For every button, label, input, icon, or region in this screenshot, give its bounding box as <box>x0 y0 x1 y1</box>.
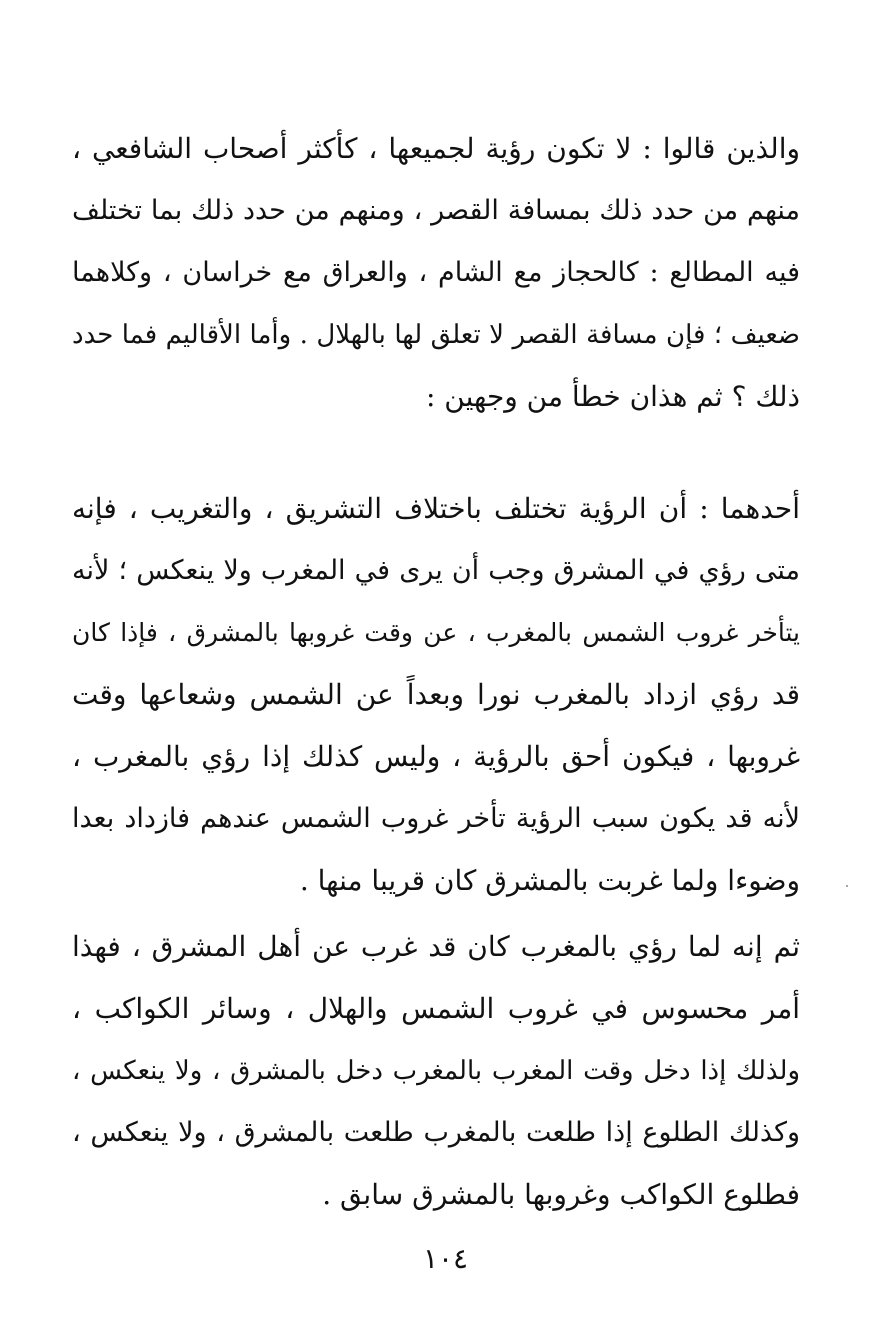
text-line: قد رؤي ازداد بالمغرب نورا وبعداً عن الشمس وشعاعها وقت <box>72 678 800 711</box>
page-number: ١٠٤ <box>422 1242 469 1275</box>
paragraph-1 <box>72 118 800 428</box>
text-line: ضعيف ؛ فإن مسافة القصر لا تعلق لها بالهلال . وأما الأقاليم فما حدد <box>72 320 800 350</box>
paragraph-3 <box>72 916 800 1226</box>
text-line: يتأخر غروب الشمس بالمغرب ، عن وقت غروبها بالمشرق ، فإذا كان <box>72 618 800 647</box>
text-line: لأنه قد يكون سبب الرؤية تأخر غروب الشمس عندهم فازداد بعدا <box>72 803 800 834</box>
text-line: فطلوع الكواكب وغروبها بالمشرق سابق . <box>322 1178 800 1211</box>
paragraph-2 <box>72 478 800 912</box>
text-line: وكذلك الطلوع إذا طلعت بالمغرب طلعت بالمشرق ، ولا ينعكس ، <box>72 1117 800 1148</box>
text-line: ولذلك إذا دخل وقت المغرب بالمغرب دخل بالمشرق ، ولا ينعكس ، <box>72 1056 800 1086</box>
text-line: فيه المطالع : كالحجاز مع الشام ، والعراق مع خراسان ، وكلاهما <box>72 257 800 288</box>
text-line: متى رؤي في المشرق وجب أن يرى في المغرب ولا ينعكس ؛ لأنه <box>72 555 800 586</box>
text-line: والذين قالوا : لا تكون رؤية لجميعها ، كأكثر أصحاب الشافعي ، <box>72 132 800 165</box>
text-line: منهم من حدد ذلك بمسافة القصر ، ومنهم من حدد ذلك بما تختلف <box>72 195 800 226</box>
text-line: غروبها ، فيكون أحق بالرؤية ، وليس كذلك إذا رؤي بالمغرب ، <box>72 740 800 773</box>
text-line: أمر محسوس في غروب الشمس والهلال ، وسائر الكواكب ، <box>72 992 800 1025</box>
text-line: ثم إنه لما رؤي بالمغرب كان قد غرب عن أهل المشرق ، فهذا <box>72 930 800 963</box>
text-line: أحدهما : أن الرؤية تختلف باختلاف التشريق ، والتغريب ، فإنه <box>72 492 800 525</box>
text-line: ذلك ؟ ثم هذان خطأ من وجهين : <box>425 380 800 413</box>
text-line: وضوءا ولما غربت بالمشرق كان قريبا منها . <box>299 864 800 897</box>
scan-speck <box>846 885 848 887</box>
